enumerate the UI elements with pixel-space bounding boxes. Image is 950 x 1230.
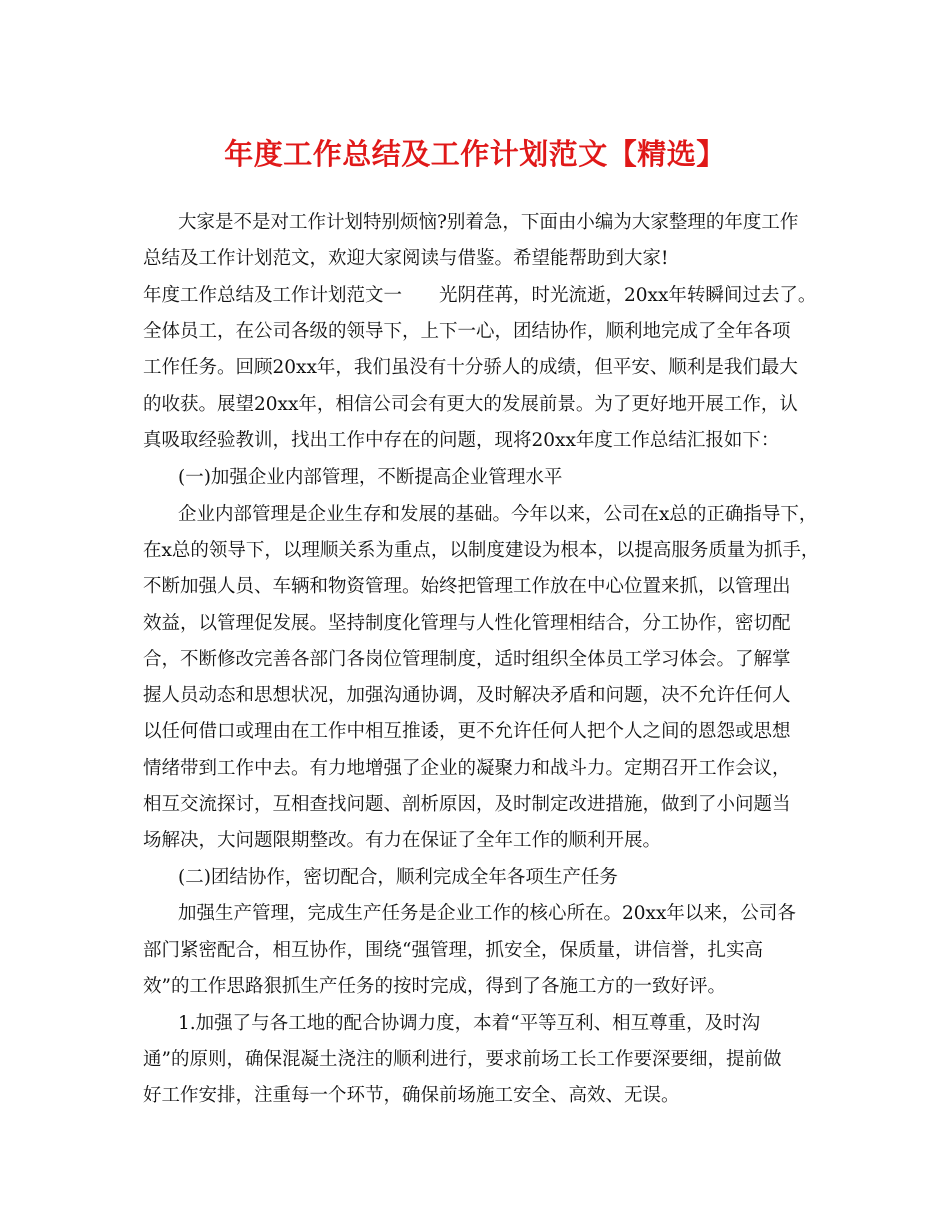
paragraph-line: 握人员动态和思想状况，加强沟通协调，及时解决矛盾和问题，决不允许任何人 bbox=[143, 685, 791, 706]
paragraph-line: 效”的工作思路狠抓生产任务的按时完成，得到了各施工方的一致好评。 bbox=[143, 976, 726, 997]
paragraph-line: 以任何借口或理由在工作中相互推诿，更不允许任何人把个人之间的恩怨或思想 bbox=[143, 721, 791, 742]
paragraph-line: 年度工作总结及工作计划范文一 光阴荏苒，时光流逝，20xx年转瞬间过去了。 bbox=[143, 285, 817, 306]
paragraph-line: 场解决，大问题限期整改。有力在保证了全年工作的顺利开展。 bbox=[143, 830, 662, 851]
paragraph-line: 企业内部管理是企业生存和发展的基础。今年以来，公司在x总的正确指导下， bbox=[178, 504, 818, 525]
paragraph-line: 部门紧密配合，相互协作，围绕“强管理，抓安全，保质量，讲信誉，扎实高 bbox=[143, 940, 763, 961]
paragraph-line: 不断加强人员、车辆和物资管理。始终把管理工作放在中心位置来抓，以管理出 bbox=[143, 576, 791, 597]
paragraph-line: 情绪带到工作中去。有力地增强了企业的凝聚力和战斗力。定期召开工作会议， bbox=[143, 758, 791, 779]
paragraph-line: 1.加强了与各工地的配合协调力度，本着“平等互利、相互尊重，及时沟 bbox=[178, 1013, 761, 1034]
document-title: 年度工作总结及工作计划范文【精选】 bbox=[224, 137, 726, 171]
paragraph-line: 真吸取经验教训，找出工作中存在的问题，现将20xx年度工作总结汇报如下： bbox=[143, 430, 780, 451]
paragraph-line: 总结及工作计划范文，欢迎大家阅读与借鉴。希望能帮助到大家! bbox=[143, 248, 669, 269]
section-heading: (二)团结协作，密切配合，顺利完成全年各项生产任务 bbox=[178, 867, 618, 888]
paragraph-line: 加强生产管理，完成生产任务是企业工作的核心所在。20xx年以来，公司各 bbox=[178, 903, 796, 924]
paragraph-line: 通”的原则，确保混凝土浇注的顺利进行，要求前场工长工作要深要细，提前做 bbox=[143, 1049, 782, 1070]
paragraph-line: 合，不断修改完善各部门各岗位管理制度，适时组织全体员工学习体会。了解掌 bbox=[143, 649, 791, 670]
paragraph-line: 好工作安排，注重每一个环节，确保前场施工安全、高效、无误。 bbox=[143, 1085, 680, 1106]
paragraph-line: 的收获。展望20xx年，相信公司会有更大的发展前景。为了更好地开展工作，认 bbox=[143, 394, 798, 415]
paragraph-line: 相互交流探讨，互相查找问题、剖析原因，及时制定改进措施，做到了小问题当 bbox=[143, 794, 791, 815]
paragraph-line: 在x总的领导下，以理顺关系为重点，以制度建设为根本，以提高服务质量为抓手， bbox=[143, 540, 820, 561]
paragraph-line: 工作任务。回顾20xx年，我们虽没有十分骄人的成绩，但平安、顺利是我们最大 bbox=[143, 357, 798, 378]
section-heading: (一)加强企业内部管理，不断提高企业管理水平 bbox=[178, 467, 563, 488]
paragraph-line: 效益，以管理促发展。坚持制度化管理与人性化管理相结合，分工协作，密切配 bbox=[143, 613, 791, 634]
paragraph-line: 全体员工，在公司各级的领导下，上下一心，团结协作，顺利地完成了全年各项 bbox=[143, 321, 791, 342]
paragraph-line: 大家是不是对工作计划特别烦恼?别着急，下面由小编为大家整理的年度工作 bbox=[178, 212, 799, 233]
